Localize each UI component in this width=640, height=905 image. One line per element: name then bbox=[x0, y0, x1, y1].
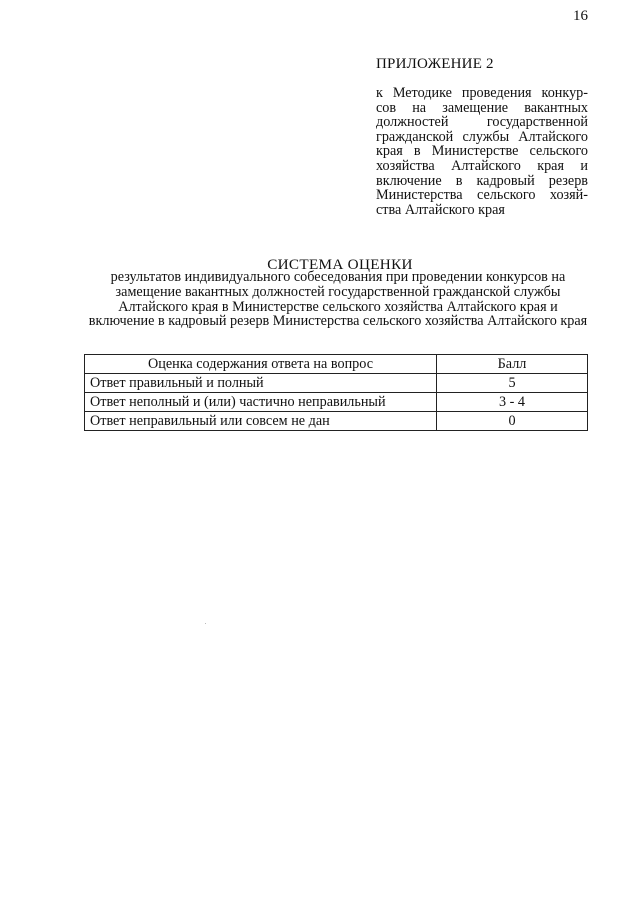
answer-score: 5 bbox=[437, 374, 588, 393]
page-number: 16 bbox=[573, 8, 588, 24]
answer-score: 3 - 4 bbox=[437, 393, 588, 412]
document-subtitle: результатов индивидуального собеседования при проведении конкурсов на замещение вакантных должностей государственной гражданской службы Алтайского края в Министерстве сельского хозяйства Алтайского края и включение в кадровый резерв Министерства сельского хозяйства Алтайского края bbox=[88, 269, 588, 330]
header-question: Оценка содержания ответа на вопрос bbox=[85, 355, 437, 374]
answer-score: 0 bbox=[437, 412, 588, 431]
answer-description: Ответ правильный и полный bbox=[85, 374, 437, 393]
scan-speck bbox=[205, 623, 206, 624]
score-table bbox=[84, 354, 588, 431]
document-title: СИСТЕМА ОЦЕНКИ bbox=[267, 256, 413, 273]
table-row bbox=[85, 412, 588, 431]
answer-description: Ответ неправильный или совсем не дан bbox=[85, 412, 437, 431]
appendix-text: к Методике проведения конкур-сов на замещение вакантных должностей государственной гражданской службы Алтайского края в Министерстве сельского хозяйства Алтайского края и включение в кадровый резерв Министерства сельского хозяй-ства Алтайского края bbox=[376, 85, 588, 218]
header-score: Балл bbox=[437, 355, 588, 374]
table-header-row bbox=[85, 355, 588, 374]
appendix-title: ПРИЛОЖЕНИЕ 2 bbox=[376, 56, 494, 72]
answer-description: Ответ неполный и (или) частично неправильный bbox=[85, 393, 437, 412]
table-row bbox=[85, 393, 588, 412]
table-row bbox=[85, 374, 588, 393]
